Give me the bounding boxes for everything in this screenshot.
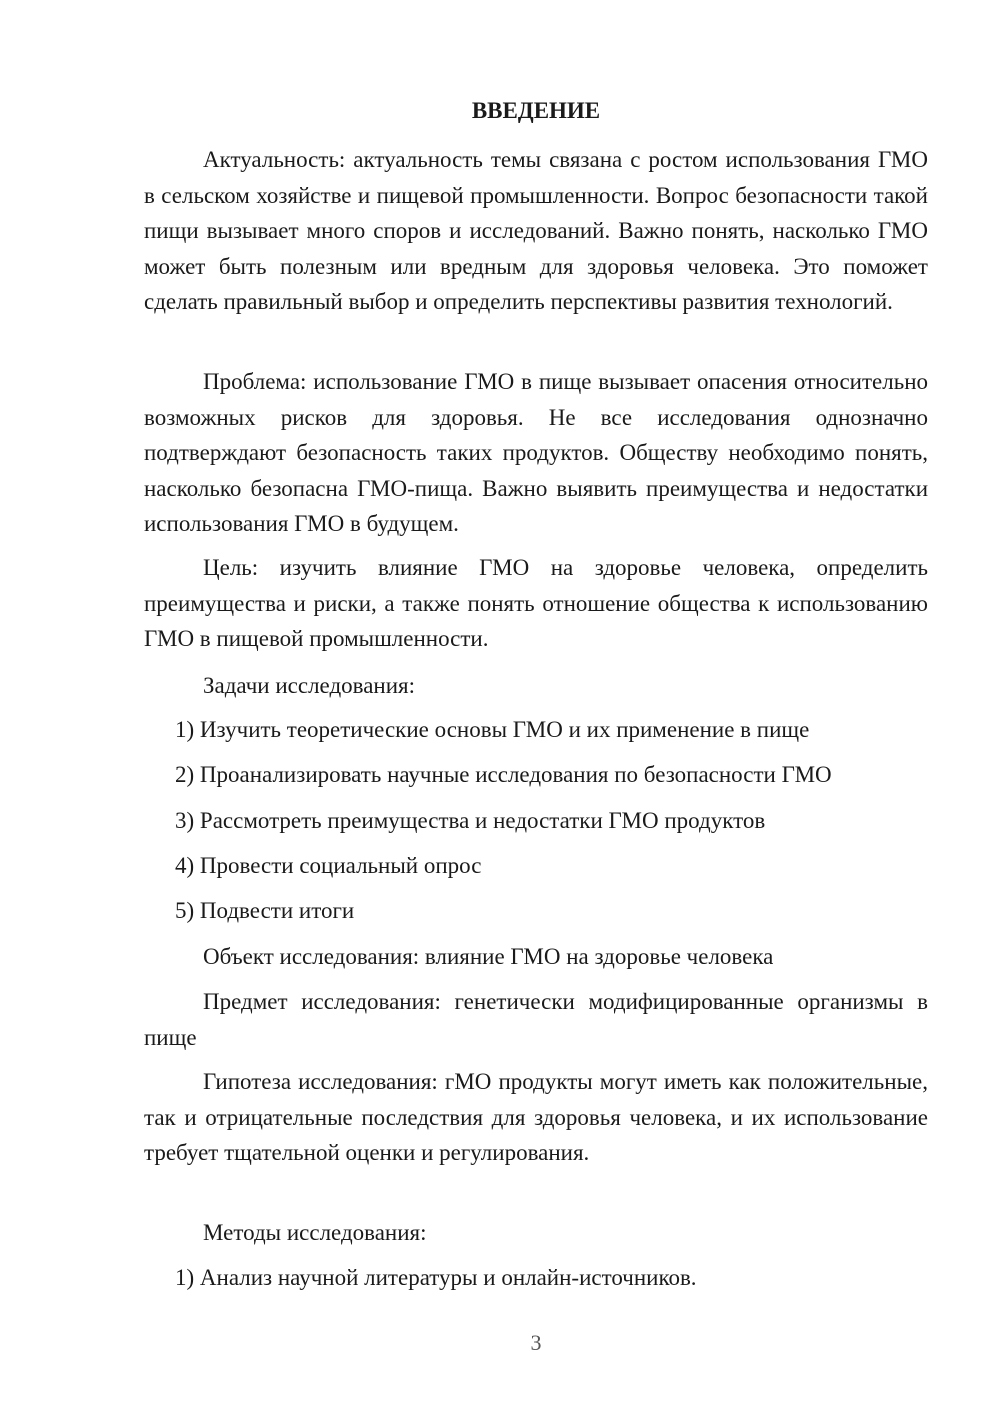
hypothesis-paragraph: Гипотеза исследования: гМО продукты могут иметь как положительные, так и отрицательные последствия для здоровья человека, и их использование требует тщательной оценки и регулирования. xyxy=(144,1069,928,1165)
method-item: 1) Анализ научной литературы и онлайн-источников. xyxy=(175,1265,697,1290)
relevance-paragraph: Актуальность: актуальность темы связана с ростом использования ГМО в сельском хозяйстве и пищевой промышленности. Вопрос безопасности такой пищи вызывает много споров и исследований. Важно понять, насколько ГМО может быть полезным или вредным для здоровья человека. Это поможет сделать правильный выбор и определить перспективы развития технологий. xyxy=(144,147,928,314)
task-item: 2) Проанализировать научные исследования по безопасности ГМО xyxy=(175,762,832,787)
task-item: 4) Провести социальный опрос xyxy=(175,853,482,878)
task-item: 3) Рассмотреть преимущества и недостатки ГМО продуктов xyxy=(175,808,766,833)
task-item: 5) Подвести итоги xyxy=(175,898,355,923)
object-line: Объект исследования: влияние ГМО на здоровье человека xyxy=(203,944,774,969)
methods-heading: Методы исследования: xyxy=(203,1220,427,1245)
section-heading: ВВЕДЕНИЕ xyxy=(471,98,601,123)
task-item: 1) Изучить теоретические основы ГМО и их применение в пище xyxy=(175,717,810,742)
problem-paragraph: Проблема: использование ГМО в пище вызывает опасения относительно возможных рисков для здоровья. Не все исследования однозначно подтверждают безопасность таких продуктов. Обществу необходимо понять, насколько безопасна ГМО-пища. Важно выявить преимущества и недостатки использования ГМО в будущем. xyxy=(144,369,928,536)
page-number: 3 xyxy=(530,1330,542,1355)
goal-paragraph: Цель: изучить влияние ГМО на здоровье человека, определить преимущества и риски, а также понять отношение общества к использованию ГМО в пищевой промышленности. xyxy=(144,555,928,651)
subject-paragraph: Предмет исследования: генетически модифицированные организмы в пище xyxy=(144,989,928,1050)
tasks-heading: Задачи исследования: xyxy=(203,673,416,698)
